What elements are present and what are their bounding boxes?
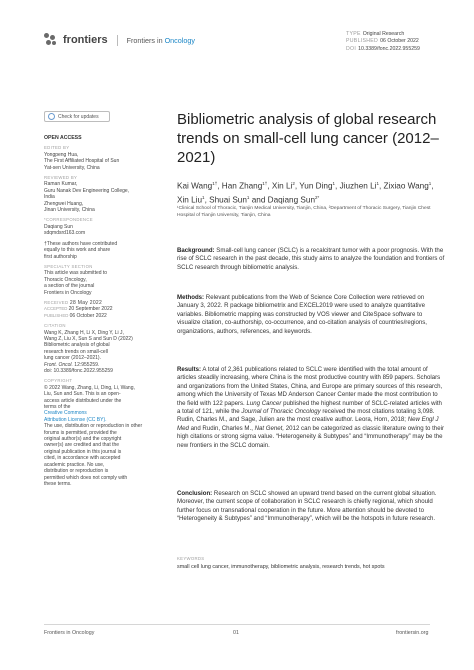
article-type: Original Research <box>362 31 405 37</box>
copyright-line: cited, in accordance with accepted <box>44 455 121 462</box>
footer-site-link[interactable]: frontiersin.org <box>396 630 429 636</box>
reviewer-line: Raman Kumar, <box>44 181 78 188</box>
copyright-line: The use, distribution or reproduction in other <box>44 423 143 430</box>
author-affiliation-mark: 1 <box>202 195 205 201</box>
citation-journal-line: Front. Oncol. 12:955259. <box>44 361 100 368</box>
equal-contribution-note: equally to this work and share <box>44 247 111 254</box>
accepted-label: ACCEPTED <box>44 306 69 312</box>
reviewer-line: Guru Nanak Dev Engineering College, <box>44 187 130 194</box>
copyright-line: original publication in this journal is <box>44 448 122 455</box>
author-name[interactable]: Yun Ding <box>299 181 333 191</box>
keywords-label: KEYWORDS <box>177 556 205 561</box>
editor-line: Yat-sen University, China <box>44 164 100 171</box>
keywords: small cell lung cancer, immunotherapy, bibliometric analysis, research trends, hot spots <box>177 564 385 570</box>
footer-journal: Frontiers in Oncology <box>44 630 95 636</box>
abstract-methods: Methods: Relevant publications from the Web of Science Core Collection were retrieved on January 3, 2022. R package bibliometrix and EXCEL2019 were used to analyze quantitative variables. Bibliometric mapping was constructed by VOS viewer and CiteSpace software to visualize citation, co-authorship, co-occurrence, and co-citation analysis of countries/regions, organizations, authors, references, and keywords. <box>177 294 427 335</box>
article-sidebar <box>44 135 156 487</box>
copyright-line: Liu, Sun and Sun. This is an open- <box>44 391 121 398</box>
citation-line: research trends on small-cell <box>44 348 108 355</box>
author-list: Kai Wang$^{1\dagger}$, Han Zhang$^{1\dagger}$, Xin Li$^2$, Yun Ding$^1$, Jiuzhen Li$^1$, Zixiao Wang$^1$, Xin Liu$^1$, Shuai Sun$^1$ and Daqiang Sun$^{2*}$ <box>177 181 434 205</box>
journal-name: Frontiers in Oncology <box>126 35 195 45</box>
published-line <box>44 313 156 319</box>
author-name[interactable]: Jiuzhen Li <box>339 181 377 191</box>
citation-line: Wang K, Zhang H, Li X, Ding Y, Li J, <box>44 329 124 336</box>
author-affiliation-mark: 1† <box>262 181 268 186</box>
equal-contribution-note: first authorship <box>44 253 77 260</box>
citation-line: Bibliometric analysis of global <box>44 342 110 349</box>
received-date: 28 May 2022 <box>69 299 103 306</box>
author-affiliation-mark: 1 <box>246 195 250 201</box>
author-name[interactable]: Xin Liu <box>177 195 203 205</box>
citation-doi[interactable]: doi: 10.3389/fonc.2022.955259 <box>44 368 113 374</box>
author-name[interactable]: Daqiang Sun <box>267 195 315 205</box>
reviewer-line: Zhengwei Huang, <box>44 200 84 207</box>
author-name[interactable]: Han Zhang <box>221 181 263 191</box>
logo-divider <box>117 35 118 46</box>
received-label: RECEIVED 28 May 2022 <box>44 299 103 306</box>
brand-name: frontiers <box>63 34 108 46</box>
author-affiliation-mark: 1 <box>376 181 379 186</box>
citation-journal: Front. Oncol. <box>44 361 73 368</box>
frontiers-logo-icon <box>44 33 58 47</box>
copyright-line: academic practice. No use, <box>44 461 105 468</box>
reviewed-by-label: REVIEWED BY <box>44 175 78 181</box>
abstract-conclusion: Conclusion: Research on SCLC showed an upward trend based on the current global situation. Moreover, the current scope of collaboration in SCLC research is chiefly regional, which should further focus on transnational cooperation in the future. More attention should be devoted to “Heterogeneity & Subtypes” and “Immunotherapy”, which will be the hotspots in future research. <box>177 490 437 523</box>
citation-line: lung cancer (2012–2021). <box>44 355 101 362</box>
license-link[interactable]: Attribution License (CC BY). <box>44 416 107 423</box>
copyright-line: distribution or reproduction is <box>44 468 109 475</box>
copyright-line: permitted which does not comply with <box>44 474 128 481</box>
article-meta: TYPE Original Research PUBLISHED 06 October 2022 DOI 10.3389/fonc.2022.955259 <box>346 31 420 52</box>
edited-by-label: EDITED BY <box>44 145 70 151</box>
accepted-date: 20 September 2022 <box>68 306 113 313</box>
published-date: 06 October 2022 <box>69 312 107 319</box>
author-affiliation-mark: 2 <box>292 181 295 186</box>
specialty-label: SPECIALTY SECTION <box>44 263 93 269</box>
author-name[interactable]: Xin Li <box>271 181 293 191</box>
specialty-line: Frontiers in Oncology <box>44 289 92 296</box>
doi-link[interactable]: 10.3389/fonc.2022.955259 <box>358 45 420 52</box>
copyright-label: COPYRIGHT <box>44 378 73 384</box>
specialty-line: This article was submitted to <box>44 270 108 277</box>
check-updates-icon <box>48 113 55 120</box>
abstract-results: Results: A total of 2,361 publications related to SCLC were identified with the total amount of articles steadily increasing, where China is the most productive country with 859 papers. Scholars and organizations from the United States, China, and Europe are primary sources of this research, among which the University of Texas MD Anderson Cancer Center made the most contribution to the field with 122 papers. Lung Cancer published the highest number of SCLC-related articles with a total of 121, while the Journal of Thoracic Oncology received the most citations totaling 3,098. Rudin, Charles M., and Sage, Julien are the most creative author. Leora, Horn, 2018; New Engl J Med and Rudin, Charles M., Nat Genet, 2012 can be categorized as classic literature owing to their high citations or strong sigma value. “Heterogeneity & Subtypes” and “Immunotherapy” may be the new frontiers in the SCLC domain. <box>177 366 444 449</box>
specialty-line: Thoracic Oncology, <box>44 276 87 283</box>
open-access-label: OPEN ACCESS <box>44 135 82 141</box>
copyright-line: access article distributed under the <box>44 397 122 404</box>
author-affiliation-mark: 2* <box>315 195 320 201</box>
copyright-line: owner(s) are credited and that the <box>44 442 120 449</box>
author-name[interactable]: Kai Wang <box>177 181 213 191</box>
specialty-line: a section of the journal <box>44 283 95 290</box>
article-title: Bibliometric analysis of global research trends on small-cell lung cancer (2012–2021) <box>177 111 439 166</box>
affiliations: ¹Clinical School of Thoracic, Tianjin Medical University, Tianjin, China, ²Department of Thoracic Surgery, Tianjin Chest Hospital of Tianjin University, Tianjin, China <box>177 206 431 218</box>
author-affiliation-mark: 1† <box>212 181 218 186</box>
copyright-line: original author(s) and the copyright <box>44 436 122 443</box>
citation-label: CITATION <box>44 323 66 329</box>
author-affiliation-mark: 1 <box>428 181 432 186</box>
license-link[interactable]: Creative Commons <box>44 410 87 417</box>
footer-divider <box>44 624 430 625</box>
correspondence-email[interactable]: sdqmdsrd163.com <box>44 230 86 237</box>
author-name[interactable]: Shuai Sun <box>209 195 247 205</box>
copyright-line: © 2022 Wang, Zhang, Li, Ding, Li, Wang, <box>44 384 135 391</box>
publish-date: 06 October 2022 <box>380 38 419 45</box>
copyright-line: these terms. <box>44 480 72 487</box>
citation-line: Wang Z, Liu X, Sun S and Sun D (2022) <box>44 335 133 342</box>
check-updates-button[interactable]: Check for updates <box>44 111 110 122</box>
copyright-line: forums is permitted, provided the <box>44 429 117 436</box>
corresponding-author: Daqiang Sun <box>44 223 73 230</box>
page-number: 01 <box>233 630 239 636</box>
editor-line: Yongpeng Hua, <box>44 151 79 158</box>
published-label: PUBLISHED <box>44 312 70 318</box>
author-affiliation-mark: 1 <box>332 181 336 186</box>
editor-line: The First Affiliated Hospital of Sun <box>44 158 120 165</box>
author-name[interactable]: Zixiao Wang <box>383 181 429 191</box>
correspondence-label: *CORRESPONDENCE <box>44 217 93 223</box>
reviewer-line: India <box>44 194 55 201</box>
copyright-line: terms of the <box>44 404 71 411</box>
reviewer-line: Jinan University, China <box>44 207 95 214</box>
journal-logo[interactable] <box>44 33 195 47</box>
equal-contribution-note: †These authors have contributed <box>44 240 118 247</box>
abstract-background: Background: Small-cell lung cancer (SCLC) is a recalcitrant tumor with a poor prognosis. With the rise of SCLC research in the past decade, this study aims to analyze the foundation and frontiers of SCLC research through bibliometric analysis. <box>177 247 445 271</box>
